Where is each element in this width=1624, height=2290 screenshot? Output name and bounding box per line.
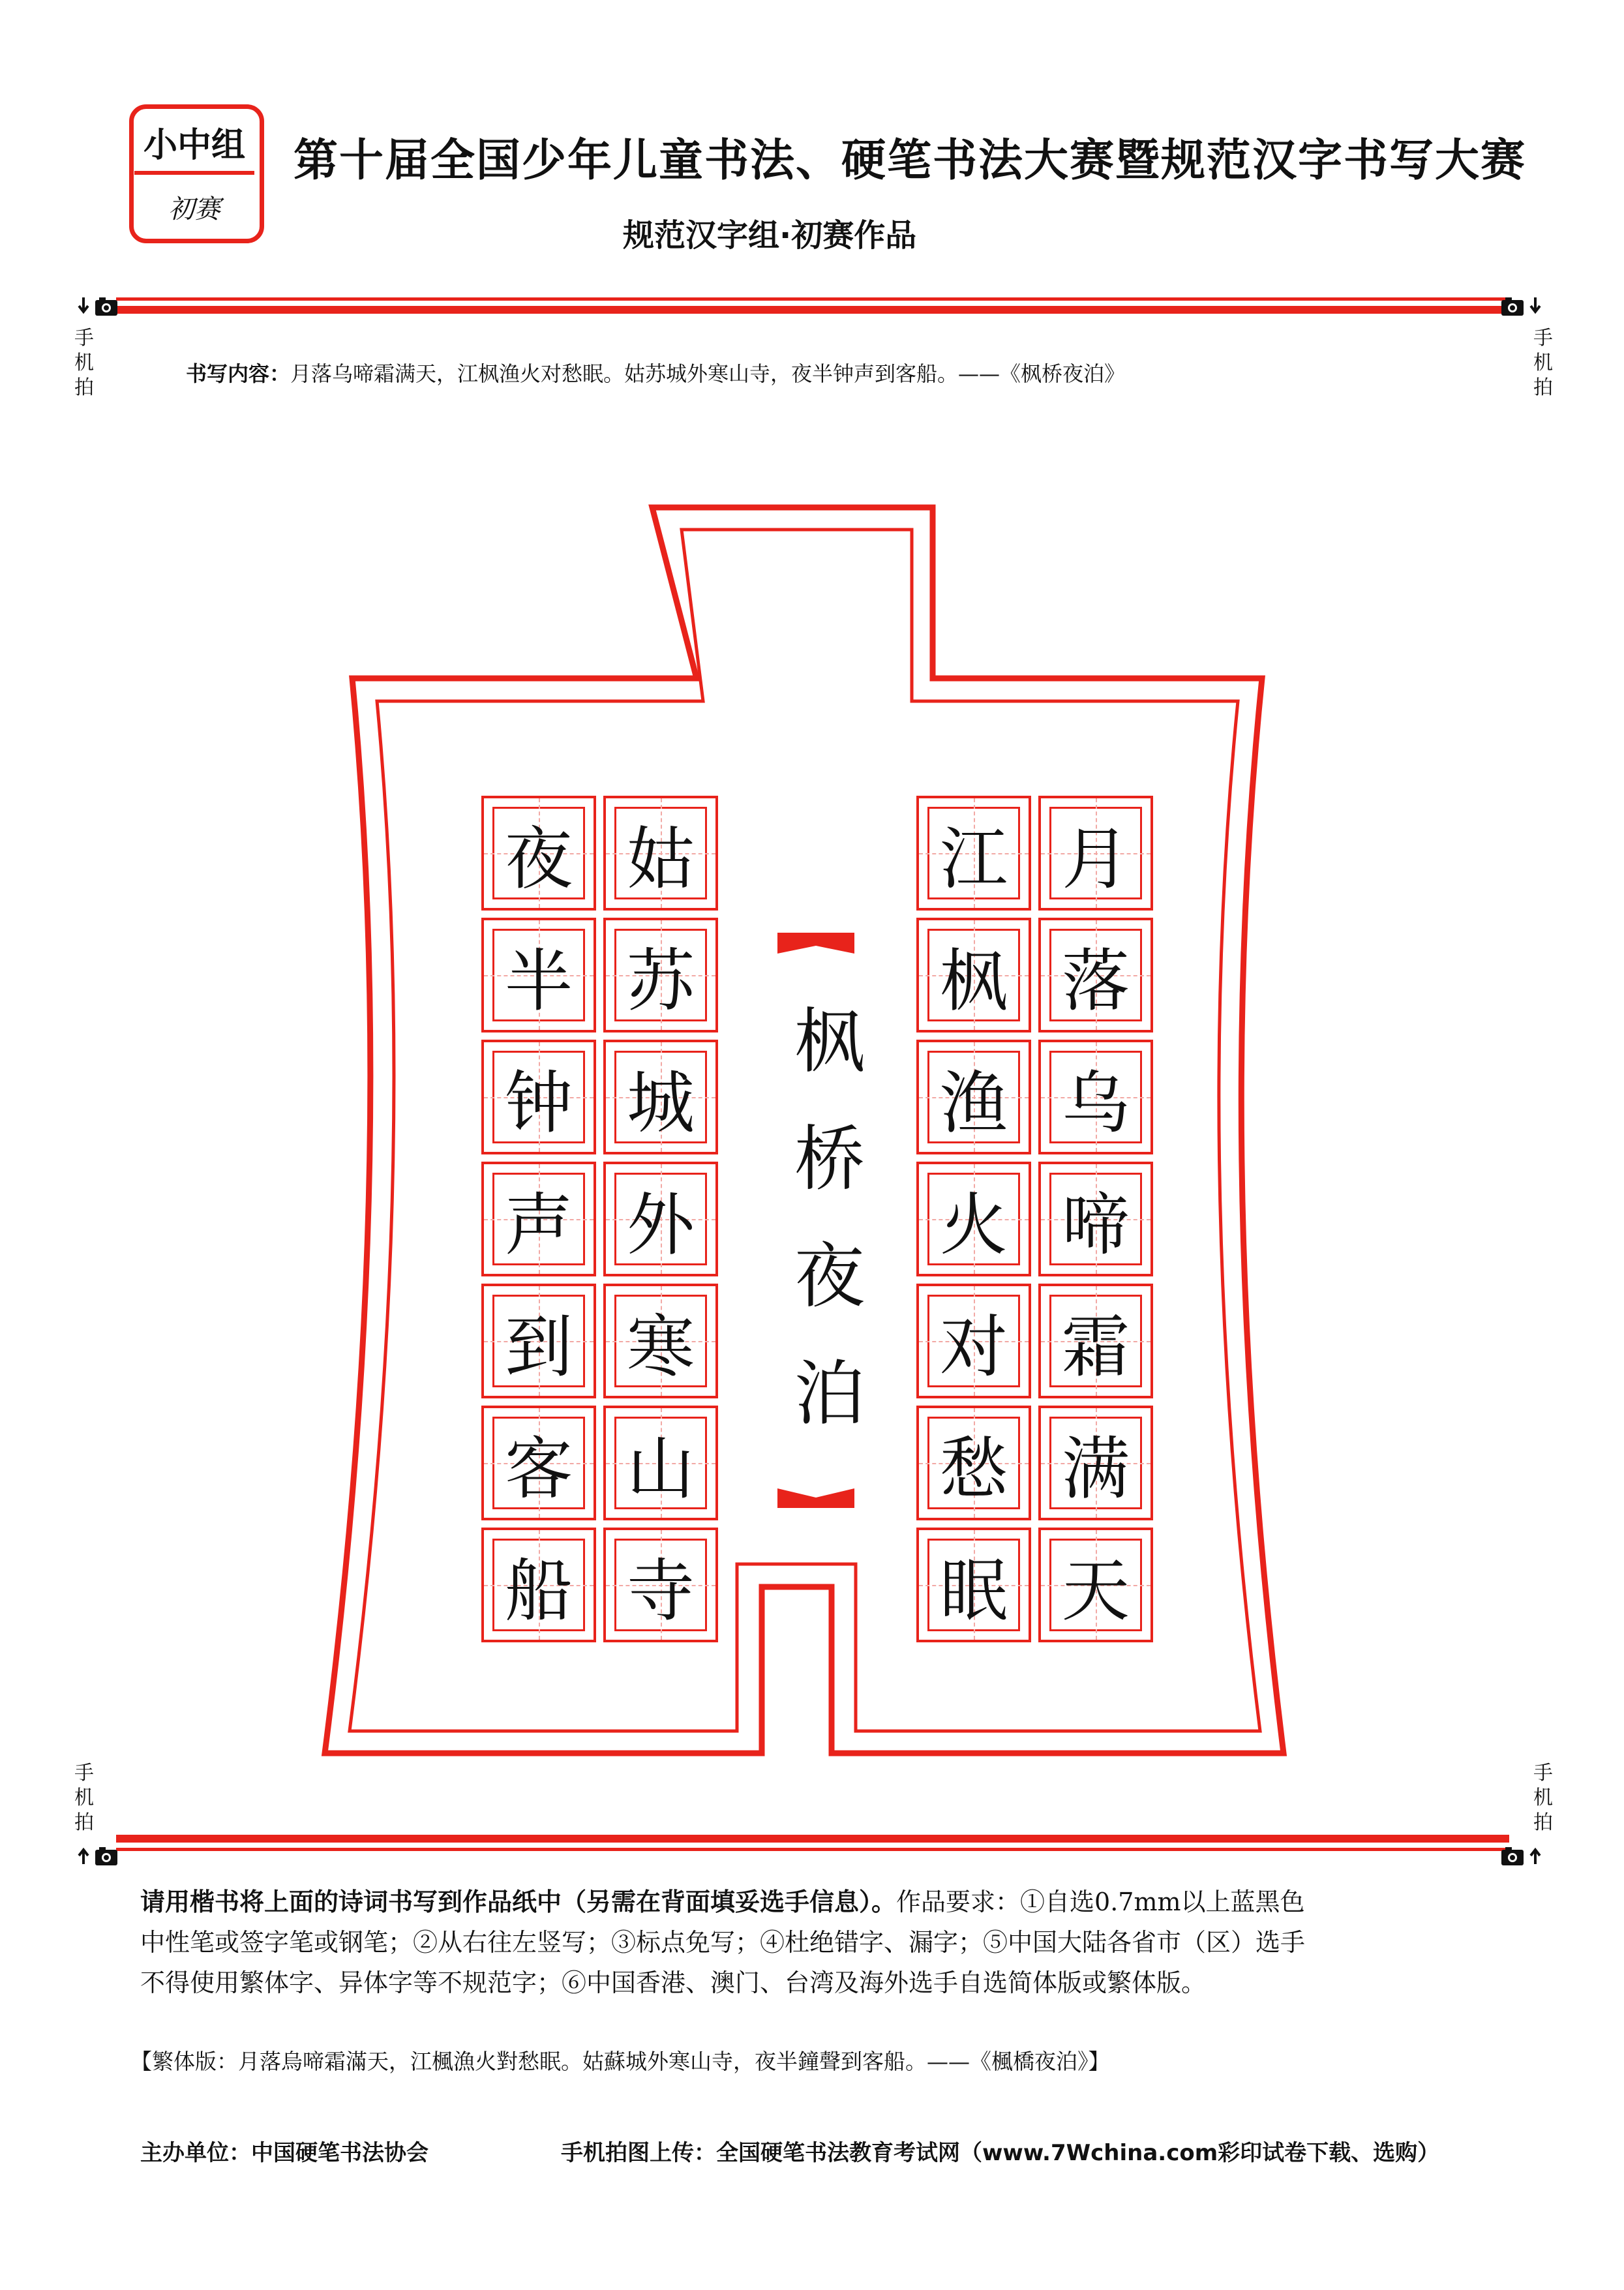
side-label-bottom-right: 手 机 拍 (1533, 1762, 1553, 1834)
writing-content-text: 月落乌啼霜满天，江枫渔火对愁眠。姑苏城外寒山寺，夜半钟声到客船。——《枫桥夜泊》 (290, 361, 1126, 386)
upload-info: 手机拍图上传：全国硬笔书法教育考试网（www.7Wchina.com彩印试卷下载、选购） (561, 2140, 1440, 2166)
character: 愁 (939, 1429, 1008, 1509)
badge-stage-label: 初赛 (168, 194, 220, 224)
character-cell (1038, 918, 1153, 1032)
character: 寺 (626, 1551, 695, 1631)
character: 半 (504, 941, 573, 1021)
instructions-line-2: 中性笔或签字笔或钢笔；②从右往左竖写；③标点免写；④杜绝错字、漏字；⑤中国大陆各省市（区）选手 (140, 1928, 1306, 1957)
character-cell (603, 796, 718, 911)
badge-group-label: 小中组 (134, 112, 254, 175)
character-cell (916, 796, 1031, 911)
character-cell (603, 1406, 718, 1520)
character: 月 (1061, 819, 1130, 899)
character-cell (481, 1162, 596, 1276)
poem-title-character: 桥 (794, 1119, 865, 1200)
side-label-top-right: 手 机 拍 (1533, 327, 1553, 399)
character-cell (481, 1284, 596, 1398)
side-label-bottom-left: 手 机 拍 (74, 1762, 94, 1834)
character-cell (916, 1406, 1031, 1520)
character-cell (1038, 796, 1153, 911)
poem-title-character: 枫 (794, 1001, 865, 1083)
poem-title-character: 泊 (794, 1353, 865, 1435)
character-cell (916, 1040, 1031, 1154)
character-cell (1038, 1040, 1153, 1154)
character-cell (1038, 1162, 1153, 1276)
character: 船 (504, 1551, 573, 1631)
character: 对 (939, 1307, 1008, 1387)
page-subtitle: 规范汉字组·初赛作品 (623, 217, 917, 254)
organizer: 主办单位：中国硬笔书法协会 (140, 2140, 429, 2166)
bottom-rule-thin (116, 1848, 1509, 1851)
character: 城 (626, 1063, 695, 1143)
character: 霜 (1061, 1307, 1130, 1387)
character-cell (603, 1162, 718, 1276)
poem-title-character: 夜 (794, 1236, 865, 1318)
character-cell (1038, 1284, 1153, 1398)
character: 姑 (626, 819, 695, 899)
character-cell (916, 1528, 1031, 1642)
character: 江 (939, 819, 1008, 899)
character: 钟 (504, 1063, 573, 1143)
character-cell (603, 1040, 718, 1154)
character: 火 (939, 1185, 1008, 1265)
character: 夜 (504, 819, 573, 899)
character: 声 (504, 1185, 573, 1265)
character: 乌 (1061, 1063, 1130, 1143)
traditional-version: 【繁体版：月落烏啼霜滿天，江楓漁火對愁眠。姑蘇城外寒山寺，夜半鐘聲到客船。——《楓橋夜泊》】 (130, 2049, 1110, 2074)
character: 枫 (939, 941, 1008, 1021)
character-cell (481, 1528, 596, 1642)
character-cell (603, 1528, 718, 1642)
camera-arrow-up-icon (1499, 1845, 1544, 1868)
character-cell (916, 1162, 1031, 1276)
character: 渔 (939, 1063, 1008, 1143)
page-title: 第十届全国少年儿童书法、硬笔书法大赛暨规范汉字书写大赛 (293, 134, 1527, 187)
bottom-rule-thick (116, 1835, 1509, 1843)
instructions-lead: 请用楷书将上面的诗词书写到作品纸中（另需在背面填妥选手信息）。 (140, 1888, 897, 1916)
character-cell (481, 1040, 596, 1154)
character: 天 (1061, 1551, 1130, 1631)
character: 啼 (1061, 1185, 1130, 1265)
instructions-line-1 (140, 1882, 1503, 1922)
character: 眠 (939, 1551, 1008, 1631)
character-cell (603, 918, 718, 1032)
character-cell (481, 796, 596, 911)
character-cell (481, 1406, 596, 1520)
writing-content-label: 书写内容： (186, 361, 291, 386)
character-cell (916, 918, 1031, 1032)
side-label-top-left: 手 机 拍 (74, 327, 94, 399)
instructions-requirements: 作品要求：①自选0.7mm以上蓝黑色 (896, 1888, 1305, 1916)
character-cell (1038, 1528, 1153, 1642)
character-cell (916, 1284, 1031, 1398)
instructions-line-3: 不得使用繁体字、异体字等不规范字；⑥中国香港、澳门、台湾及海外选手自选简体版或繁体版。 (140, 1968, 1207, 1997)
instructions-block (140, 1882, 1503, 2003)
character: 落 (1061, 941, 1130, 1021)
character: 客 (504, 1429, 573, 1509)
character: 到 (504, 1307, 573, 1387)
camera-arrow-up-icon (77, 1845, 123, 1868)
character-cell (603, 1284, 718, 1398)
character-cell (481, 918, 596, 1032)
character: 外 (626, 1185, 695, 1265)
character: 山 (626, 1429, 695, 1509)
character-cell (1038, 1406, 1153, 1520)
character: 满 (1061, 1429, 1130, 1509)
character: 寒 (626, 1307, 695, 1387)
character: 苏 (626, 941, 695, 1021)
